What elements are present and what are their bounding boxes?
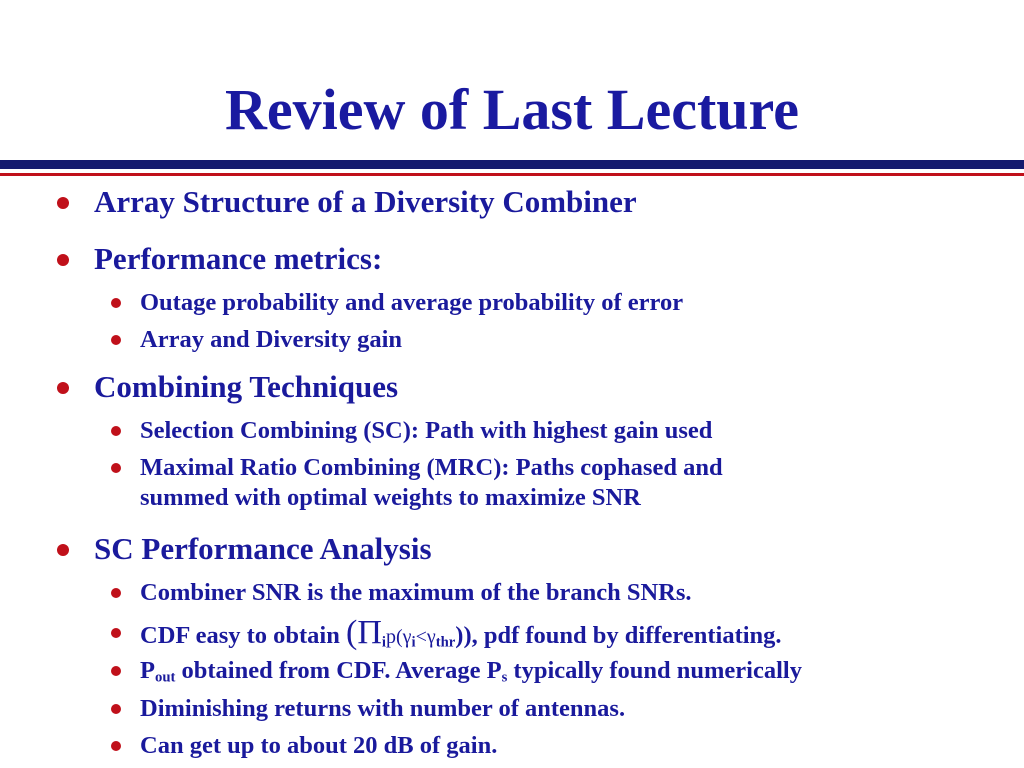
- formula-p-gamma: p(γ: [385, 626, 412, 648]
- bullet-text: Can get up to about 20 dB of gain.: [140, 732, 498, 759]
- bullet-text: Array Structure of a Diversity Combiner: [94, 184, 637, 219]
- bullet-combining-techniques: [94, 369, 398, 405]
- pout-p: P: [140, 657, 155, 684]
- bullet-text: SC Performance Analysis: [94, 531, 432, 566]
- bullet-text: Array and Diversity gain: [140, 326, 402, 353]
- bullet-dot-icon: [57, 382, 69, 394]
- bullet-sc-performance: [94, 531, 432, 567]
- title-rule-red: [0, 173, 1024, 176]
- bullet-dot-icon: [111, 704, 121, 714]
- bullet-text-post: pdf found by differentiating.: [477, 622, 782, 649]
- bullet-text: Diminishing returns with number of antennas.: [140, 695, 626, 722]
- subbullet-20db-gain: [140, 731, 497, 761]
- slide-title: Review of Last Lecture: [225, 77, 799, 142]
- bullet-dot-icon: [111, 628, 121, 638]
- bullet-dot-icon: [57, 254, 69, 266]
- formula-sub-i2: i: [411, 634, 416, 651]
- bullet-text: Combiner SNR is the maximum of the branch SNRs.: [140, 579, 692, 606]
- bullet-dot-icon: [111, 298, 121, 308]
- bullet-dot-icon: [57, 197, 69, 209]
- formula-sub-i: i: [381, 634, 386, 651]
- subbullet-mrc-continuation: summed with optimal weights to maximize SNR: [140, 484, 641, 511]
- bullet-dot-icon: [57, 544, 69, 556]
- subbullet-combiner-snr: [140, 578, 692, 608]
- subbullet-outage: [140, 288, 683, 318]
- bullet-text: Outage probability and average probability of error: [140, 289, 684, 316]
- subbullet-selection-combining: [140, 416, 712, 446]
- title-rule-navy: [0, 160, 1024, 169]
- ps-sub-s: s: [501, 669, 508, 686]
- subbullet-pout: [140, 656, 802, 686]
- bullet-dot-icon: [111, 666, 121, 676]
- bullet-dot-icon: [111, 335, 121, 345]
- pout-mid: obtained from CDF. Average P: [175, 657, 502, 684]
- formula-sub-thr: thr: [435, 634, 456, 651]
- bullet-dot-icon: [111, 426, 121, 436]
- bullet-text: Combining Techniques: [94, 369, 399, 404]
- bullet-text-pre: CDF easy to obtain: [140, 622, 346, 649]
- formula-close: )),: [455, 622, 478, 649]
- subbullet-mrc: [140, 453, 723, 483]
- subbullet-diminishing-returns: [140, 694, 625, 724]
- bullet-text: Selection Combining (SC): Path with highest gain used: [140, 417, 713, 444]
- bullet-performance-metrics: [94, 241, 382, 277]
- pout-sub-out: out: [154, 669, 176, 686]
- bullet-dot-icon: [111, 588, 121, 598]
- pout-end: typically found numerically: [507, 657, 802, 684]
- bullet-dot-icon: [111, 463, 121, 473]
- formula-product-symbol: Π: [357, 614, 382, 651]
- subbullet-cdf: [140, 614, 782, 652]
- formula-open-paren: (: [345, 614, 358, 651]
- subbullet-array-diversity-gain: [140, 325, 402, 355]
- formula-less-than-gamma: <γ: [415, 626, 436, 648]
- bullet-array-structure: [94, 184, 637, 220]
- bullet-text: Performance metrics:: [94, 241, 383, 276]
- bullet-text: Maximal Ratio Combining (MRC): Paths cophased and: [140, 454, 723, 481]
- bullet-dot-icon: [111, 741, 121, 751]
